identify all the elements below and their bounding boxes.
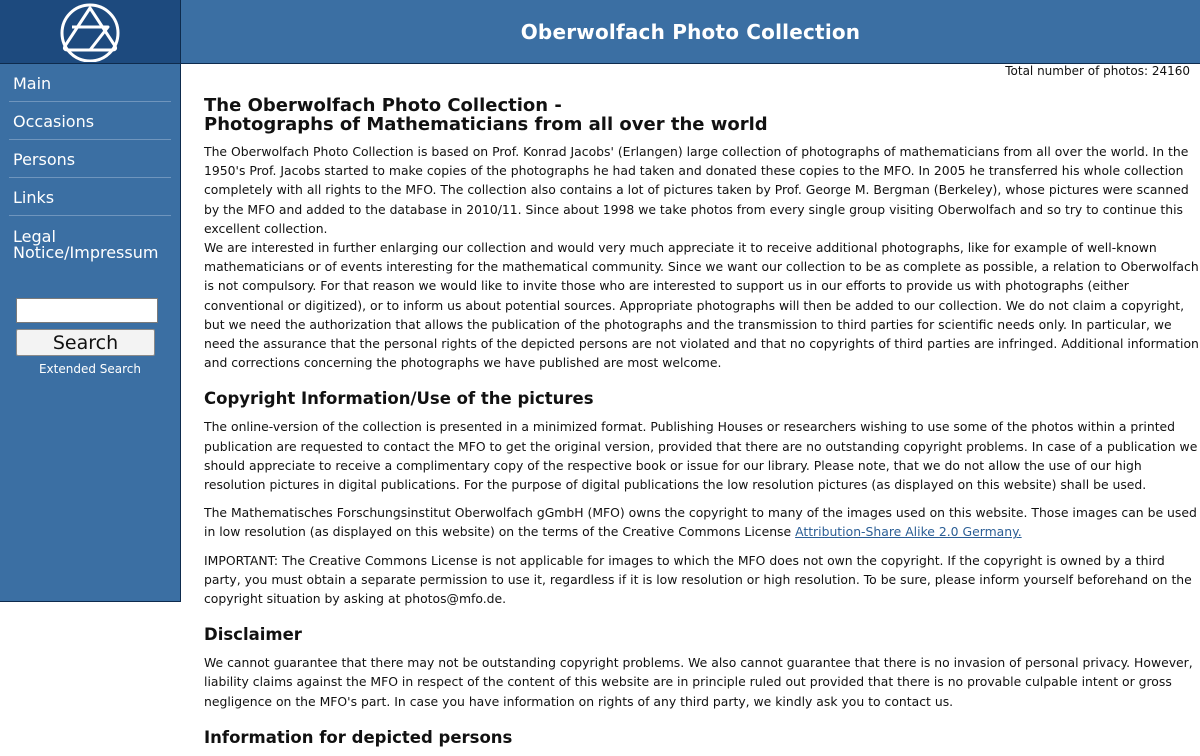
sidebar-item-occasions[interactable]: Occasions	[9, 102, 171, 140]
copyright-paragraph-2	[204, 503, 1200, 541]
intro-paragraph-1: The Oberwolfach Photo Collection is based on Prof. Konrad Jacobs' (Erlangen) large collection of photographs of mathematicians from all over the world. In the 1950's Prof. Jacobs started to make copies of the photographs he had taken and donated these copies to the MFO. In 2005 he transferred his whole collection completely with all rights to the MFO. The collection also contains a lot of pictures taken by Prof. George M. Bergman (Berkeley), whose pictures were scanned by the MFO and added to the database in 2010/11. Since about 1998 we take photos from every single group visiting Oberwolfach and so try to continue this excellent collection.	[204, 144, 1189, 236]
copyright-paragraph-1: The online-version of the collection is presented in a minimized format. Publishing Houses or researchers wishing to use some of the photos within a printed publication are requested to contact the MFO to get the original version, provided that there are no outstanding copyright problems. In case of a publication we should appreciate to receive a complimentary copy of the respective book or issue for our library. Please note, that we do not allow the use of our high resolution pictures in digital publications. For the purpose of digital publications the low resolution pictures (as displayed on this website) shall be used.	[204, 419, 1198, 493]
search-button[interactable]: Search	[16, 329, 155, 356]
sidebar-item-legal-notice[interactable]: Legal Notice/Impressum	[13, 227, 159, 262]
cc-license-link[interactable]: Attribution-Share Alike 2.0 Germany.	[795, 524, 1022, 540]
sidebar-item-persons[interactable]: Persons	[9, 140, 171, 178]
page-title	[204, 96, 1200, 134]
copyright-paragraph-2-text: The Mathematisches Forschungsinstitut Oberwolfach gGmbH (MFO) owns the copyright to many of the images used on this website. Those images can be used in low resolution (as displayed on this website) on the terms of the Creative Commons License	[204, 505, 1197, 540]
header-bar	[181, 0, 1200, 64]
main-content	[204, 96, 1200, 756]
depicted-persons-heading: Information for depicted persons	[204, 727, 513, 747]
sidebar-item-main[interactable]: Main	[9, 64, 171, 102]
sidebar-nav	[0, 64, 180, 270]
disclaimer-heading: Disclaimer	[204, 625, 302, 645]
page-title-line1: The Oberwolfach Photo Collection -	[204, 95, 562, 116]
extended-search-link[interactable]: Extended Search	[38, 362, 142, 376]
copyright-paragraph-3: IMPORTANT: The Creative Commons License is not applicable for images to which the MFO does not own the copyright. If the copyright is owned by a third party, you must obtain a separate permission to use it, regardless if it is low resolution or high resolution. To be sure, please inform yourself beforehand on the copyright situation by asking at photos@mfo.de.	[204, 552, 1192, 607]
sidebar-item-links[interactable]: Links	[9, 178, 171, 216]
search-input[interactable]	[16, 298, 158, 323]
mfo-logo-icon	[58, 2, 122, 62]
total-photos-count: Total number of photos: 24160	[1005, 64, 1190, 78]
disclaimer-paragraph: We cannot guarantee that there may not be outstanding copyright problems. We also cannot guarantee that there is no invasion of personal privacy. However, liability claims against the MFO in respect of the content of this website are in principle ruled out provided that there is no provable culpable intent or gross negligence on the MFO's part. In case you have information on rights of any third party, we kindly ask you to contact us.	[204, 655, 1193, 709]
copyright-heading: Copyright Information/Use of the pictures	[204, 389, 594, 409]
search-form	[0, 298, 180, 376]
page-title-line2: Photographs of Mathematicians from all over the world	[204, 114, 768, 135]
logo[interactable]	[0, 0, 181, 64]
site-title: Oberwolfach Photo Collection	[520, 19, 861, 44]
intro-paragraph-2: We are interested in further enlarging our collection and would very much appreciate it to receive additional photographs, like for example of well-known mathematicians or of events interesting for the mathematical community. Since we want our collection to be as complete as possible, a relation to Oberwolfach is not compulsory. For that reason we would like to invite those who are interested to support us in our efforts to provide us with photographs (either conventional or digitized), or to inform us about potential sources. Appropriate photographs will then be added to our collection. We do not claim a copyright, but we need the authorization that allows the publication of the photographs and the transmission to third parties for scientific needs only. In particular, we need the assurance that the personal rights of the depicted persons are not violated and that no copyrights of third parties are infringed. Additional information and corrections concerning the photographs we have published are most welcome.	[204, 240, 1199, 371]
sidebar	[0, 64, 181, 602]
